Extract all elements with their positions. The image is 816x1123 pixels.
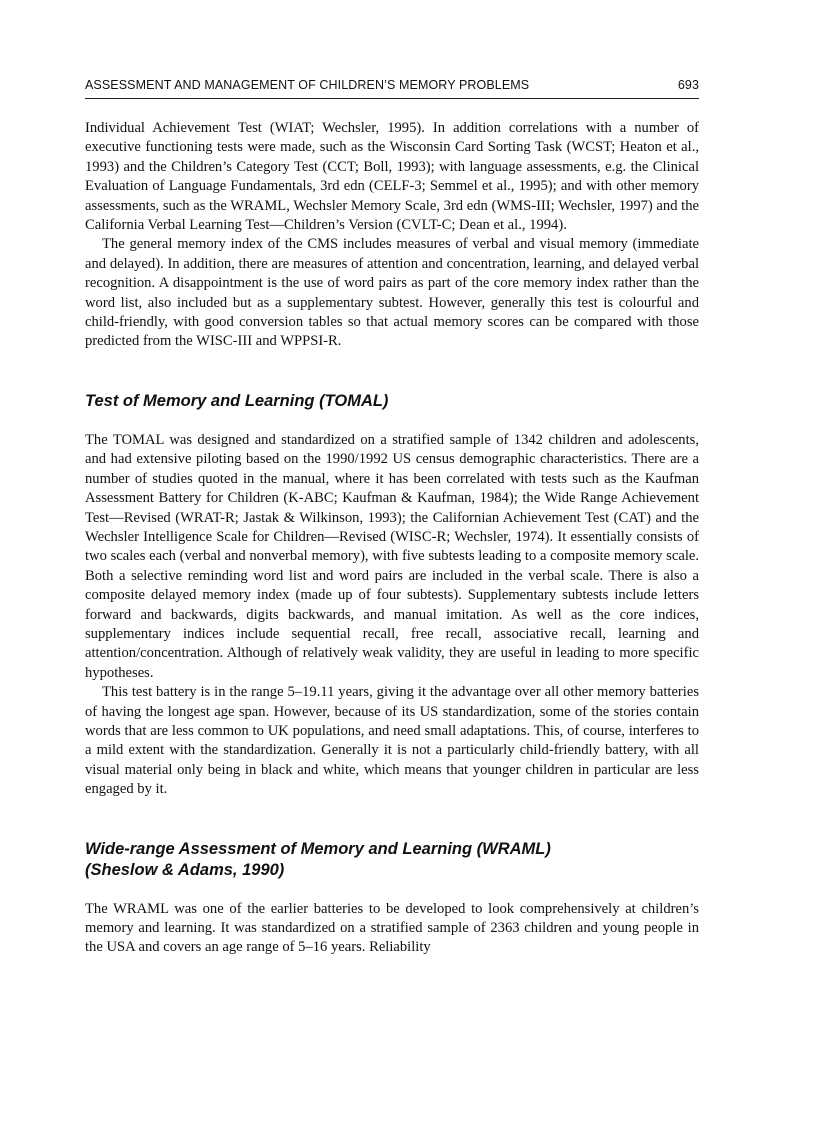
paragraph-tomal-description: The TOMAL was designed and standardized on a stratified sample of 1342 children and adolescents, and had extensive piloting based on the 1990/1992 US census demographic characteristics. There are a number of studies quoted in the manual, where it has been correlated with tests such as the Kaufman Assessment Battery for Children (K-ABC; Kaufman & Kaufman, 1984); the Wide Range Achievement Test—Revised (WRAT-R; Jastak & Wilkinson, 1993); the Californian Achievement Test (CAT) and the Wechsler Intelligence Scale for Children—Revised (WISC-R; Wechsler, 1974). It essentially consists of two scales each (verbal and nonverbal memory), with five subtests leading to a composite memory scale. Both a selective reminding word list and word pairs are included in the verbal scale. There is also a composite delayed memory index (made up of four subtests). Supplementary subtests include letters forward and backwards, digits backwards, and manual imitation. As well as the core indices, supplementary indices include sequential recall, free recall, associative recall, learning and attention/concentration. Although of relatively weak validity, they are useful in leading to more specific hypotheses. (85, 431, 699, 681)
page-number: 693 (677, 78, 699, 92)
section-heading-wraml-title: Wide-range Assessment of Memory and Learning (WRAML) (85, 839, 551, 858)
paragraph-cms-correlations: Individual Achievement Test (WIAT; Wechsler, 1995). In addition correlations with a number of executive functioning tests were made, such as the Wisconsin Card Sorting Task (WCST; Heaton et al., 1993) and the Children’s Category Test (CCT; Boll, 1993); with language assessments, e.g. the Clinical Evaluation of Language Fundamentals, 3rd edn (CELF-3; Semmel et al., 1995); and with other memory assessments, such as the WRAML, Wechsler Memory Scale, 3rd edn (WMS-III; Wechsler, 1997) and the California Verbal Learning Test—Children’s Version (CVLT-C; Dean et al., 1994). (85, 120, 699, 234)
section-heading-wraml-citation: (Sheslow & Adams, 1990) (85, 860, 285, 879)
running-title: ASSESSMENT AND MANAGEMENT OF CHILDREN’S MEMORY PROBLEMS (85, 78, 530, 92)
paragraph-tomal-age-range: This test battery is in the range 5–19.11 years, giving it the advantage over all other memory batteries of having the longest age span. However, because of its US standardization, some of the stories contain words that are less common to UK populations, and need small adaptations. This, of course, interferes to a mild extent with the standardization. Generally it is not a particularly child-friendly battery, with all visual material only being in black and white, which means that younger children in particular are less engaged by it. (85, 684, 699, 798)
paragraph-cms-index: The general memory index of the CMS includes measures of verbal and visual memory (immediate and delayed). In addition, there are measures of attention and concentration, learning, and delayed verbal recognition. A disappointment is the use of word pairs as part of the core memory index rather than the word list, also included but as a supplementary subtest. However, generally this test is colourful and child-friendly, with good conversion tables so that actual memory scores can be compared with those predicted from the WISC-III and WPPSI-R. (85, 236, 699, 350)
section-heading-wraml (85, 839, 699, 881)
page-body (85, 119, 699, 958)
running-header (85, 78, 699, 99)
section-heading-tomal: Test of Memory and Learning (TOMAL) (85, 391, 389, 410)
paragraph-wraml-description: The WRAML was one of the earlier batteries to be developed to look comprehensively at children’s memory and learning. It was standardized on a stratified sample of 2363 children and young people in the USA and covers an age range of 5–16 years. Reliability (85, 900, 699, 956)
